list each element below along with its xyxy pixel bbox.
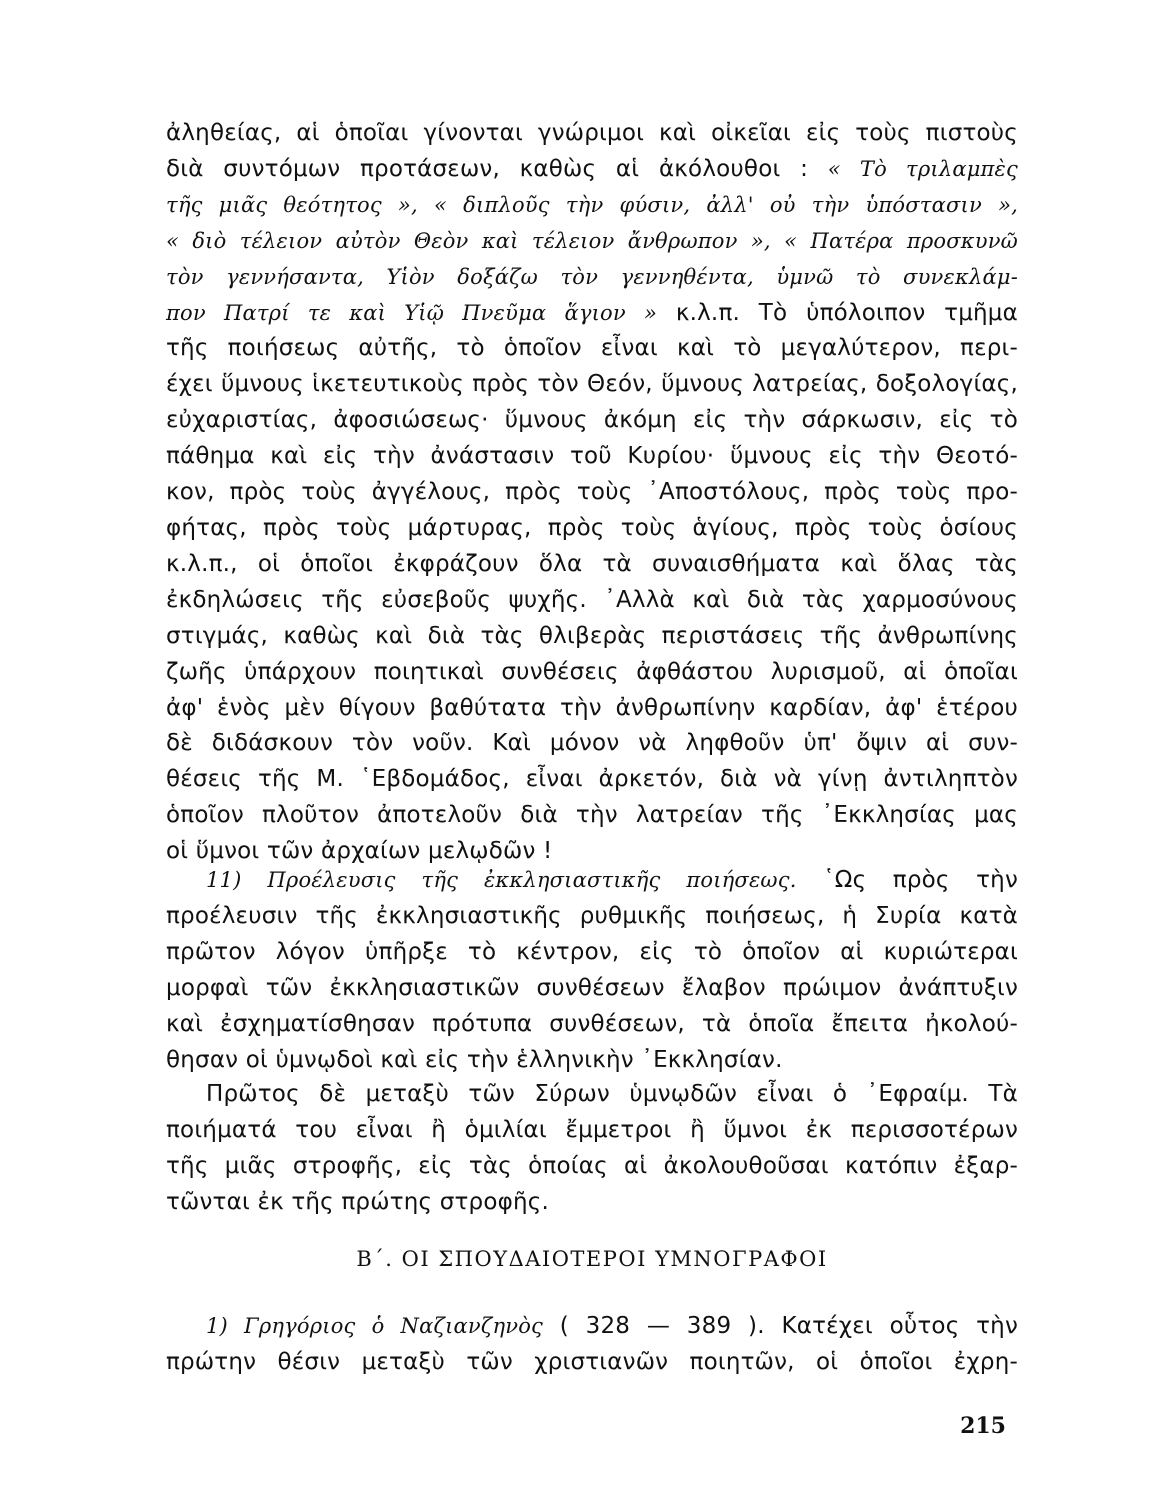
quoted-phrase: τῆς μιᾶς θεότητος », « διπλοῦς τὴν φύσιν, ἀλλ' οὐ τὴν ὑπόστασιν », [166, 192, 1018, 217]
text-line [166, 1345, 1018, 1381]
text-line [166, 439, 1018, 475]
text-line [166, 691, 1018, 727]
text-line [166, 935, 1018, 971]
line-text: ἐκδηλώσεις τῆς εὐσεβοῦς ψυχῆς. ᾿Αλλὰ καὶ διὰ τὰς χαρμοσύνους [166, 586, 1018, 613]
page-number: 215 [960, 1413, 1006, 1439]
line-text: οἱ ὕμνοι τῶν ἀρχαίων μελῳδῶν ! [166, 838, 553, 865]
text-line [166, 583, 1018, 619]
line-text: ( 328 — 389 ). Κατέχει οὗτος τὴν [543, 1313, 1018, 1339]
line-text: Πρῶτος δὲ μεταξὺ τῶν Σύρων ὑμνῳδῶν εἶναι ὁ ᾿Εφραίμ. Τὰ [206, 1081, 1018, 1107]
text-line [166, 224, 1018, 260]
line-text: τῆς μιᾶς στροφῆς, εἰς τὰς ὁποίας αἱ ἀκολουθοῦσαι κατόπιν ἐξαρ- [166, 1152, 1018, 1179]
quoted-phrase: τὸν γεννήσαντα, Υἱὸν δοξάζω τὸν γεννηθέντα, ὑμνῶ τὸ συνεκλάμ- [166, 264, 1018, 289]
text-line [166, 367, 1018, 403]
text-line [166, 152, 1018, 188]
quoted-phrase: πον Πατρί τε καὶ Υἱῷ Πνεῦμα ἅγιον » [166, 300, 658, 325]
paragraph-hymn-content [166, 116, 1018, 870]
line-text: πρώτην θέσιν μεταξὺ τῶν χριστιανῶν ποιητῶν, οἱ ὁποῖοι ἐχρη- [166, 1348, 1018, 1375]
line-text: διὰ συντόμων προτάσεων, καθὼς αἱ ἀκόλουθοι : [166, 155, 828, 182]
text-line [166, 1149, 1018, 1185]
text-line [166, 619, 1018, 655]
text-line [166, 1043, 1018, 1079]
line-text: κ.λ.π. Τὸ ὑπόλοιπον τμῆμα [657, 299, 1019, 326]
line-text: δὲ διδάσκουν τὸν νοῦν. Καὶ μόνον νὰ ληφθοῦν ὑπ' ὄψιν αἱ συν- [166, 730, 1018, 757]
line-text: προέλευσιν τῆς ἐκκλησιαστικῆς ρυθμικῆς ποιήσεως, ἡ Συρία κατὰ [166, 902, 1018, 929]
text-line [166, 726, 1018, 762]
text-line [166, 899, 1018, 935]
line-text: έχει ὕμνους ἱκετευτικοὺς πρὸς τὸν Θεόν, ὕμνους λατρείας, δοξολογίας, [166, 371, 1018, 398]
text-line [166, 260, 1018, 296]
text-line [166, 547, 1018, 583]
line-text: θησαν οἱ ὑμνῳδοὶ καὶ εἰς τὴν ἑλληνικὴν ᾿Εκκλησίαν. [166, 1046, 783, 1073]
text-line [166, 1077, 1018, 1113]
subsection-title: 11) Προέλευσις τῆς ἐκκλησιαστικῆς ποιήσεως. [206, 868, 797, 892]
line-text: ἀληθείας, αἱ ὁποῖαι γίνονται γνώριμοι καὶ οἰκεῖαι εἰς τοὺς πιστοὺς [166, 120, 1018, 146]
paragraph-origin [166, 863, 1018, 1078]
line-text: στιγμάς, καθὼς καὶ διὰ τὰς θλιβερὰς περιστάσεις τῆς ἀνθρωπίνης [166, 622, 1018, 649]
text-line [166, 1007, 1018, 1043]
line-text: θέσεις τῆς Μ. ῾Εβδομάδος, εἶναι ἀρκετόν, διὰ νὰ γίνῃ ἀντιληπτὸν [166, 766, 1018, 793]
text-line [166, 188, 1018, 224]
line-text: εὐχαριστίας, ἀφοσιώσεως· ὕμνους ἀκόμη εἰς τὴν σάρκωσιν, εἰς τὸ [166, 407, 1018, 434]
quoted-phrase: « διὸ τέλειον αὐτὸν Θεὸν καὶ τέλειον ἄνθρωπον », « Πατέρα προσκυνῶ [166, 228, 1018, 253]
text-line [166, 971, 1018, 1007]
line-text: ποιήματά του εἶναι ἢ ὁμιλίαι ἔμμετροι ἢ ὕμνοι ἐκ περισσοτέρων [166, 1116, 1018, 1143]
line-text: πάθημα καὶ εἰς τὴν ἀνάστασιν τοῦ Κυρίου· ὕμνους εἰς τὴν Θεοτό- [166, 443, 1018, 470]
text-line [166, 296, 1018, 332]
line-text: φήτας, πρὸς τοὺς μάρτυρας, πρὸς τοὺς ἁγίους, πρὸς τοὺς ὁσίους [166, 514, 1018, 541]
paragraph-gregory [166, 1309, 1018, 1381]
text-line [166, 403, 1018, 439]
quoted-phrase: « Τὸ τριλαμπὲς [827, 156, 1018, 181]
line-text: ὁποῖον πλοῦτον ἀποτελοῦν διὰ τὴν λατρείαν τῆς ᾿Εκκλησίας μας [166, 802, 1018, 829]
text-line [166, 475, 1018, 511]
text-line [166, 116, 1018, 152]
line-text: κ.λ.π., οἱ ὁποῖοι ἐκφράζουν ὅλα τὰ συναισθήματα καὶ ὅλας τὰς [166, 550, 1018, 577]
line-text: κον, πρὸς τοὺς ἀγγέλους, πρὸς τοὺς ᾿Αποστόλους, πρὸς τοὺς προ- [166, 479, 1018, 506]
subsection-title: 1) Γρηγόριος ὁ Ναζιανζηνὸς [206, 1314, 544, 1338]
line-text: καὶ ἐσχηματίσθησαν πρότυπα συνθέσεων, τὰ ὁποῖα ἔπειτα ἠκολού- [166, 1010, 1018, 1037]
text-line [166, 1113, 1018, 1149]
text-line [166, 655, 1018, 691]
text-line [166, 1185, 1018, 1221]
line-text: ζωῆς ὑπάρχουν ποιητικαὶ συνθέσεις ἀφθάστου λυρισμοῦ, αἱ ὁποῖαι [166, 658, 1018, 685]
line-text: πρῶτον λόγον ὑπῆρξε τὸ κέντρον, εἰς τὸ ὁποῖον αἱ κυριώτεραι [166, 938, 1018, 965]
text-line [166, 331, 1018, 367]
line-text: ῾Ως πρὸς τὴν [823, 867, 1018, 893]
text-line [166, 762, 1018, 798]
line-text: τῆς ποιήσεως αὐτῆς, τὸ ὁποῖον εἶναι καὶ τὸ μεγαλύτερον, περι- [166, 335, 1018, 362]
line-text: ἀφ' ἑνὸς μὲν θίγουν βαθύτατα τὴν ἀνθρωπίνην καρδίαν, ἀφ' ἑτέρου [166, 694, 1018, 721]
line-text: μορφαὶ τῶν ἐκκλησιαστικῶν συνθέσεων ἔλαβον πρώιμον ἀνάπτυξιν [166, 974, 1018, 1001]
text-line [166, 863, 1018, 899]
section-heading: Β΄. ΟΙ ΣΠΟΥΔΑΙΟΤΕΡΟΙ ΥΜΝΟΓΡΑΦΟΙ [356, 1247, 828, 1271]
line-text: τῶνται ἐκ τῆς πρώτης στροφῆς. [166, 1188, 549, 1215]
text-line [166, 798, 1018, 834]
text-line [166, 511, 1018, 547]
text-line [166, 1309, 1018, 1345]
paragraph-ephraim [166, 1077, 1018, 1221]
